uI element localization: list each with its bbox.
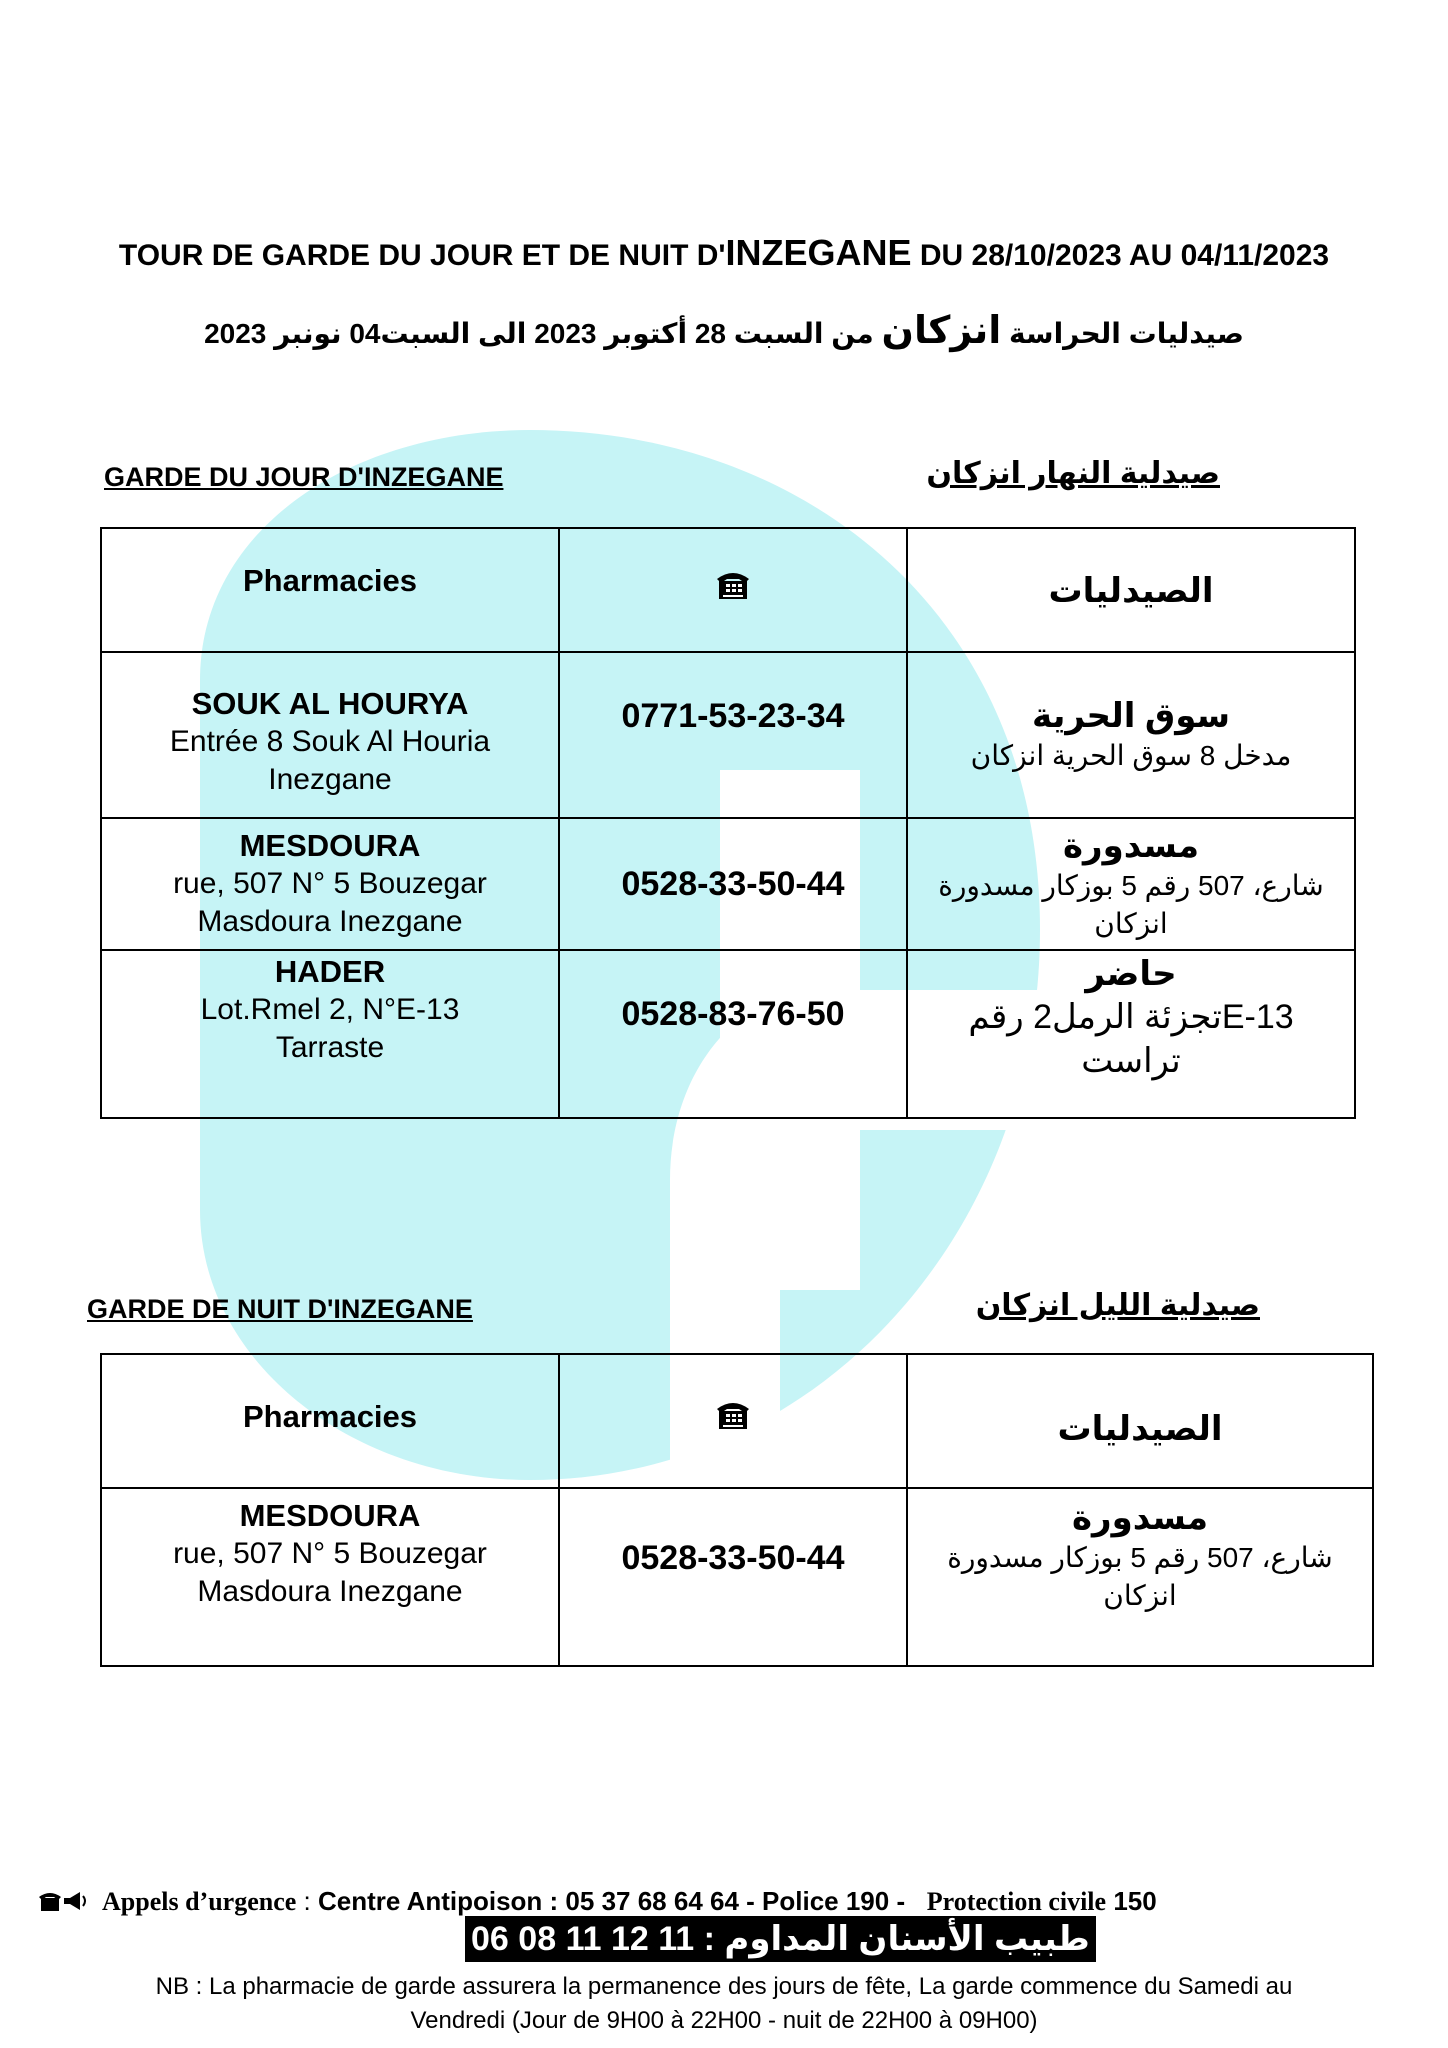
- table-header-row: [101, 1354, 1373, 1488]
- pharmacy-address: Entrée 8 Souk Al Houria: [169, 725, 491, 758]
- dentist-on-duty: طبيب الأسنان المداوم : 11 12 11 08 06: [465, 1916, 1096, 1962]
- nb-note: [100, 1970, 1348, 2038]
- pharmacy-phone[interactable]: 0528-83-76-50: [621, 995, 845, 1033]
- pharmacy-name: HADER: [274, 954, 386, 989]
- pharmacy-address: Tarraste: [275, 1031, 385, 1064]
- pharmacy-name: SOUK AL HOURYA: [191, 686, 469, 721]
- pharmacy-cell-ar: [907, 1488, 1373, 1666]
- protection-civile-label: Protection civile: [926, 1887, 1107, 1916]
- table-row: [101, 652, 1355, 818]
- column-header-phone: [559, 528, 907, 652]
- pharmacy-address: Lot.Rmel 2, N°E-13: [200, 993, 460, 1026]
- pharmacy-address: Inezgane: [268, 763, 392, 796]
- pharmacy-cell: [101, 652, 559, 818]
- day-section-title-ar: صيدلية النهار انزكان: [926, 457, 1220, 490]
- pharmacy-name: MESDOURA: [239, 828, 421, 863]
- pharmacy-cell: [101, 1488, 559, 1666]
- pharmacy-name-ar: سوق الحرية: [1031, 697, 1231, 735]
- pharmacy-cell: [101, 818, 559, 950]
- pharmacy-phone[interactable]: 0528-33-50-44: [621, 1539, 845, 1577]
- megaphone-icon: [62, 1889, 88, 1920]
- phone-cell: [559, 950, 907, 1118]
- pharmacy-name-ar: مسدورة: [1062, 827, 1200, 865]
- title-fr-prefix: TOUR DE GARDE DU JOUR ET DE NUIT D': [118, 239, 726, 272]
- nb-line: Vendredi (Jour de 9H00 à 22H00 - nuit de 22H00 à 09H00): [410, 2007, 1038, 2034]
- pharmacy-address: Masdoura Inezgane: [197, 1575, 463, 1608]
- column-header-phone: [559, 1354, 907, 1488]
- pharmacy-address: rue, 507 N° 5 Bouzegar: [173, 1537, 487, 1570]
- title-fr-suffix: DU 28/10/2023 AU 04/11/2023: [911, 239, 1330, 272]
- pharmacy-address-ar: انزكان: [1103, 1580, 1177, 1611]
- phone-cell: [559, 818, 907, 950]
- title-ar-city: انزكان: [881, 310, 1002, 352]
- emergency-colon: :: [296, 1886, 318, 1916]
- table-header-row: [101, 528, 1355, 652]
- pharmacy-address-ar: شارع، 507 رقم 5 بوزكار مسدورة: [947, 1542, 1333, 1573]
- pharmacy-name-ar: حاضر: [1085, 955, 1177, 993]
- column-header-pharmacies: Pharmacies: [101, 1354, 559, 1488]
- column-header-pharmacies-ar: الصيدليات: [907, 1354, 1373, 1488]
- protection-civile-number: 150: [1113, 1886, 1157, 1916]
- emergency-numbers: Centre Antipoison : 05 37 68 64 64 - Police 190 -: [317, 1886, 913, 1916]
- pharmacy-address-ar: شارع، 507 رقم 5 بوزكار مسدورة: [938, 870, 1324, 901]
- title-fr-city: INZEGANE: [725, 232, 912, 273]
- nb-line: NB : La pharmacie de garde assurera la permanence des jours de fête, La garde commence du Samedi au: [155, 1973, 1293, 2000]
- table-row: [101, 818, 1355, 950]
- page-title-fr: [0, 232, 1448, 274]
- column-header-pharmacies: Pharmacies: [101, 528, 559, 652]
- title-ar-prefix: صيدليات الحراسة: [1001, 318, 1244, 349]
- pharmacy-address-ar: مدخل 8 سوق الحرية انزكان: [970, 740, 1292, 771]
- table-row: [101, 1488, 1373, 1666]
- phone-cell: [559, 1488, 907, 1666]
- phone-icon: [715, 1397, 751, 1438]
- pharmacy-phone[interactable]: 0771-53-23-34: [621, 697, 845, 735]
- pharmacy-address-ar: E-13تجزئة الرمل2 رقم: [968, 998, 1294, 1036]
- pharmacy-address: rue, 507 N° 5 Bouzegar: [173, 867, 487, 900]
- pharmacy-name: MESDOURA: [239, 1498, 421, 1533]
- emergency-line: [38, 1886, 1418, 1920]
- phone-icon: [715, 567, 751, 608]
- pharmacy-cell-ar: [907, 818, 1355, 950]
- title-ar-suffix: من السبت 28 أكتوبر 2023 الى السبت04 نونبر 2023: [204, 318, 882, 349]
- pharmacy-address-ar: تراست: [1081, 1042, 1181, 1080]
- night-section-title-fr: GARDE DE NUIT D'INZEGANE: [87, 1294, 473, 1324]
- day-pharmacies-table: [100, 527, 1356, 1119]
- pharmacy-cell-ar: [907, 652, 1355, 818]
- pharmacy-cell: [101, 950, 559, 1118]
- day-section-title-fr: GARDE DU JOUR D'INZEGANE: [104, 462, 504, 492]
- column-header-pharmacies-ar: الصيدليات: [907, 528, 1355, 652]
- phone-cell: [559, 652, 907, 818]
- pharmacy-name-ar: مسدورة: [1071, 1499, 1209, 1537]
- pharmacy-cell-ar: [907, 950, 1355, 1118]
- page-title-ar: [0, 308, 1448, 353]
- pharmacy-phone[interactable]: 0528-33-50-44: [621, 864, 845, 903]
- pharmacy-address-ar: انزكان: [1094, 908, 1168, 939]
- emergency-label: Appels d’urgence: [102, 1887, 297, 1916]
- table-row: [101, 950, 1355, 1118]
- night-pharmacies-table: [100, 1353, 1374, 1667]
- phone-icon: [38, 1889, 62, 1920]
- pharmacy-address: Masdoura Inezgane: [197, 905, 463, 938]
- night-section-title-ar: صيدلية الليل انزكان: [975, 1289, 1260, 1322]
